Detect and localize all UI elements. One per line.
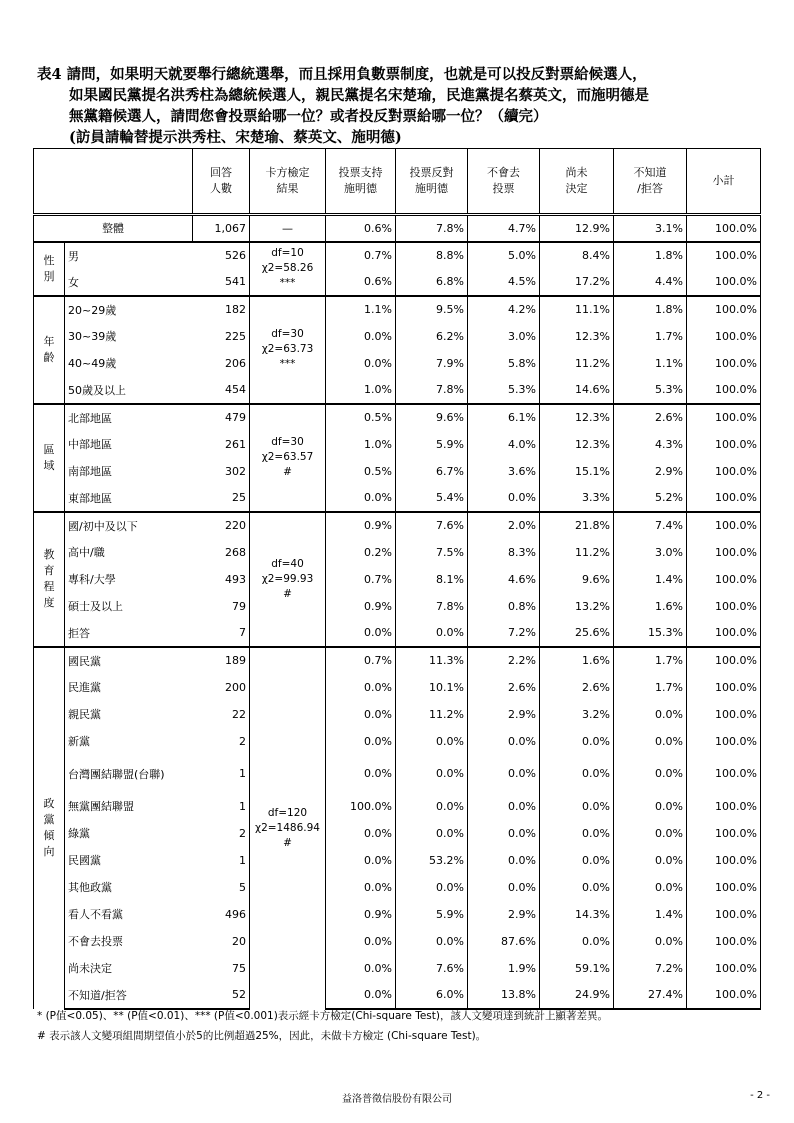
oppose-shi-cell: 0.0% <box>396 755 468 793</box>
undecided-cell: 3.3% <box>540 485 614 512</box>
oppose-shi-cell: 53.2% <box>396 847 468 874</box>
not-vote-cell: 2.0% <box>468 512 540 539</box>
chi-square-cell: df=10 χ2=58.26 *** <box>250 242 326 296</box>
table-row <box>34 269 761 296</box>
subtotal-cell: 100.0% <box>687 701 761 728</box>
header-cell: 不會去 投票 <box>468 149 540 215</box>
row-label: 國/初中及以下 <box>65 512 193 539</box>
subtotal-cell: 100.0% <box>687 874 761 901</box>
not-vote-cell: 0.8% <box>468 593 540 620</box>
count-cell: 2 <box>193 820 250 847</box>
undecided-cell: 12.3% <box>540 323 614 350</box>
support-shi-cell: 0.0% <box>326 928 396 955</box>
header-row <box>34 149 761 215</box>
dont-know-cell: 1.4% <box>614 901 687 928</box>
not-vote-cell: 2.9% <box>468 701 540 728</box>
support-shi-cell: 0.7% <box>326 566 396 593</box>
undecided-cell: 59.1% <box>540 955 614 982</box>
not-vote-cell: 0.0% <box>468 728 540 755</box>
title-line-1: 表4 請問，如果明天就要舉行總統選舉，而且採用負數票制度，也就是可以投反對票給候選人， <box>37 66 647 83</box>
undecided-cell: 14.3% <box>540 901 614 928</box>
count-cell: 206 <box>193 350 250 377</box>
group-label: 年 齡 <box>34 296 65 404</box>
dont-know-cell: 1.7% <box>614 323 687 350</box>
table-row <box>34 620 761 647</box>
not-vote-cell: 2.6% <box>468 674 540 701</box>
support-shi-cell: 0.0% <box>326 820 396 847</box>
row-label: 其他政黨 <box>68 881 112 894</box>
row-label: 不知道/拒答 <box>65 982 193 1009</box>
subtotal-cell: 100.0% <box>687 431 761 458</box>
not-vote-cell: 0.0% <box>468 820 540 847</box>
oppose-shi-cell: 0.0% <box>396 928 468 955</box>
not-vote-cell: 4.5% <box>468 269 540 296</box>
oppose-shi-cell: 5.4% <box>396 485 468 512</box>
row-label: 東部地區 <box>68 491 112 505</box>
table-row <box>34 593 761 620</box>
dont-know-cell: 0.0% <box>614 820 687 847</box>
table-row <box>34 901 761 928</box>
oppose-shi-cell: 7.6% <box>396 512 468 539</box>
count-cell: 22 <box>193 701 250 728</box>
chi-square-cell: df=30 χ2=63.57 # <box>250 404 326 512</box>
table-row-overall <box>34 215 761 242</box>
footnote-hash: # 表示該人文變項組間期望值小於5的比例超過25%，因此，未做卡方檢定 (Chi-square Test)。 <box>37 1030 487 1042</box>
count-cell: 79 <box>193 593 250 620</box>
undecided-cell: 17.2% <box>540 269 614 296</box>
footnote-significance: * (P值<0.05)、** (P值<0.01)、*** (P值<0.001)表示經卡方檢定(Chi-square Test)，該人文變項達到統計上顯著差異。 <box>37 1010 608 1022</box>
subtotal-cell: 100.0% <box>687 620 761 647</box>
row-label: 北部地區 <box>65 404 193 431</box>
count-cell: 1 <box>193 755 250 793</box>
not-vote-cell: 0.0% <box>468 485 540 512</box>
not-vote-cell: 8.3% <box>468 539 540 566</box>
dont-know-cell: 1.8% <box>614 296 687 323</box>
header-cell: 投票支持 施明德 <box>326 149 396 215</box>
undecided-cell: 0.0% <box>540 874 614 901</box>
undecided-cell: 12.9% <box>540 215 614 242</box>
oppose-shi-cell: 6.8% <box>396 269 468 296</box>
row-label: 高中/職 <box>68 546 105 559</box>
oppose-shi-cell: 6.2% <box>396 323 468 350</box>
group-label: 區 域 <box>34 404 65 512</box>
oppose-shi-cell: 0.0% <box>396 820 468 847</box>
chi-square-cell: df=40 χ2=99.93 # <box>250 512 326 647</box>
support-shi-cell: 0.9% <box>326 512 396 539</box>
undecided-cell: 13.2% <box>540 593 614 620</box>
not-vote-cell: 0.0% <box>468 847 540 874</box>
header-blank <box>34 149 193 215</box>
not-vote-cell: 1.9% <box>468 955 540 982</box>
oppose-shi-cell: 7.5% <box>396 539 468 566</box>
support-shi-cell: 0.0% <box>326 674 396 701</box>
undecided-cell: 0.0% <box>540 728 614 755</box>
dont-know-cell: 1.8% <box>614 242 687 269</box>
subtotal-cell: 100.0% <box>687 512 761 539</box>
subtotal-cell: 100.0% <box>687 728 761 755</box>
subtotal-cell: 100.0% <box>687 296 761 323</box>
dont-know-cell: 0.0% <box>614 874 687 901</box>
undecided-cell: 12.3% <box>540 404 614 431</box>
not-vote-cell: 4.7% <box>468 215 540 242</box>
support-shi-cell: 0.0% <box>326 701 396 728</box>
support-shi-cell: 1.1% <box>326 296 396 323</box>
title-line-2: 如果國民黨提名洪秀柱為總統候選人，親民黨提名宋楚瑜，民進黨提名蔡英文，而施明德是 <box>69 87 649 104</box>
subtotal-cell: 100.0% <box>687 674 761 701</box>
oppose-shi-cell: 6.7% <box>396 458 468 485</box>
row-label: 尚未決定 <box>68 962 112 975</box>
dont-know-cell: 5.2% <box>614 485 687 512</box>
table-row <box>34 350 761 377</box>
dont-know-cell: 0.0% <box>614 728 687 755</box>
undecided-cell: 9.6% <box>540 566 614 593</box>
undecided-cell: 3.2% <box>540 701 614 728</box>
count-cell: 7 <box>193 620 250 647</box>
table-row <box>34 458 761 485</box>
oppose-shi-cell: 7.9% <box>396 350 468 377</box>
count-cell: 261 <box>193 431 250 458</box>
table-row <box>34 982 761 1009</box>
undecided-cell: 11.2% <box>540 539 614 566</box>
count-cell: 25 <box>193 485 250 512</box>
table-row <box>34 674 761 701</box>
group-label: 教 育 程 度 <box>34 512 65 647</box>
dont-know-cell: 7.4% <box>614 512 687 539</box>
dont-know-cell: 2.9% <box>614 458 687 485</box>
count-cell: 493 <box>193 566 250 593</box>
subtotal-cell: 100.0% <box>687 820 761 847</box>
header-cell: 投票反對 施明德 <box>396 149 468 215</box>
support-shi-cell: 0.9% <box>326 901 396 928</box>
table-row <box>34 323 761 350</box>
support-shi-cell: 0.0% <box>326 874 396 901</box>
group-label: 政 黨 傾 向 <box>34 647 65 1009</box>
dont-know-cell: 27.4% <box>614 982 687 1009</box>
header-cell: 尚未 決定 <box>540 149 614 215</box>
row-label: 中部地區 <box>68 438 112 451</box>
page-number: - 2 - <box>750 1090 770 1101</box>
table-row <box>34 296 761 323</box>
support-shi-cell: 0.7% <box>326 242 396 269</box>
table-row <box>34 566 761 593</box>
oppose-shi-cell: 0.0% <box>396 620 468 647</box>
support-shi-cell: 1.0% <box>326 431 396 458</box>
table-row <box>34 955 761 982</box>
support-shi-cell: 0.0% <box>326 847 396 874</box>
not-vote-cell: 3.0% <box>468 323 540 350</box>
oppose-shi-cell: 0.0% <box>396 793 468 820</box>
subtotal-cell: 100.0% <box>687 955 761 982</box>
subtotal-cell: 100.0% <box>687 323 761 350</box>
subtotal-cell: 100.0% <box>687 566 761 593</box>
title-line-4: (訪員請輪替提示洪秀柱、宋楚瑜、蔡英文、施明德) <box>69 129 402 146</box>
subtotal-cell: 100.0% <box>687 242 761 269</box>
count-cell: 52 <box>193 982 250 1009</box>
support-shi-cell: 0.2% <box>326 539 396 566</box>
support-shi-cell: 0.6% <box>326 269 396 296</box>
dont-know-cell: 4.4% <box>614 269 687 296</box>
undecided-cell: 15.1% <box>540 458 614 485</box>
table-row <box>34 539 761 566</box>
oppose-shi-cell: 0.0% <box>396 874 468 901</box>
dont-know-cell: 2.6% <box>614 404 687 431</box>
dont-know-cell: 1.4% <box>614 566 687 593</box>
count-cell: 182 <box>193 296 250 323</box>
undecided-cell: 8.4% <box>540 242 614 269</box>
count-cell: 302 <box>193 458 250 485</box>
not-vote-cell: 2.9% <box>468 901 540 928</box>
footer-company: 益洛普徵信股份有限公司 <box>342 1094 452 1105</box>
oppose-shi-cell: 9.5% <box>396 296 468 323</box>
not-vote-cell: 6.1% <box>468 404 540 431</box>
row-label: 民進黨 <box>68 681 101 694</box>
subtotal-cell: 100.0% <box>687 793 761 820</box>
support-shi-cell: 0.0% <box>326 728 396 755</box>
support-shi-cell: 0.0% <box>326 955 396 982</box>
undecided-cell: 24.9% <box>540 982 614 1009</box>
count-cell: 225 <box>193 323 250 350</box>
count-cell: 526 <box>193 242 250 269</box>
undecided-cell: 21.8% <box>540 512 614 539</box>
not-vote-cell: 13.8% <box>468 982 540 1009</box>
table-row <box>34 404 761 431</box>
undecided-cell: 1.6% <box>540 647 614 674</box>
dont-know-cell: 15.3% <box>614 620 687 647</box>
subtotal-cell: 100.0% <box>687 982 761 1009</box>
not-vote-cell: 7.2% <box>468 620 540 647</box>
table-row <box>34 701 761 728</box>
subtotal-cell: 100.0% <box>687 350 761 377</box>
subtotal-cell: 100.0% <box>687 377 761 404</box>
oppose-shi-cell: 11.2% <box>396 701 468 728</box>
count-cell: 220 <box>193 512 250 539</box>
table-row <box>34 755 761 793</box>
not-vote-cell: 0.0% <box>468 874 540 901</box>
chi-square-cell: df=30 χ2=63.73 *** <box>250 296 326 404</box>
row-label: 40~49歲 <box>68 357 117 370</box>
support-shi-cell: 0.7% <box>326 647 396 674</box>
row-label: 南部地區 <box>68 465 112 478</box>
row-label: 台灣團結聯盟(台聯) <box>68 767 165 781</box>
header-cell: 不知道 /拒答 <box>614 149 687 215</box>
count-cell: 20 <box>193 928 250 955</box>
subtotal-cell: 100.0% <box>687 593 761 620</box>
row-label: 碩士及以上 <box>68 600 123 613</box>
row-label: 民國黨 <box>68 854 101 867</box>
dont-know-cell: 0.0% <box>614 793 687 820</box>
row-label: 國民黨 <box>65 647 193 674</box>
oppose-shi-cell: 9.6% <box>396 404 468 431</box>
footnotes <box>37 1006 608 1046</box>
not-vote-cell: 0.0% <box>468 755 540 793</box>
count-cell: 189 <box>193 647 250 674</box>
dont-know-cell: 5.3% <box>614 377 687 404</box>
not-vote-cell: 87.6% <box>468 928 540 955</box>
dont-know-cell: 1.6% <box>614 593 687 620</box>
table-row <box>34 377 761 404</box>
row-label: 50歲及以上 <box>68 383 126 397</box>
count-cell: 1 <box>193 847 250 874</box>
row-label: 無黨團結聯盟 <box>68 800 134 813</box>
count-cell: 1 <box>193 793 250 820</box>
header-cell: 小計 <box>687 149 761 215</box>
chi-square-cell: df=120 χ2=1486.94 # <box>250 647 326 1009</box>
support-shi-cell: 1.0% <box>326 377 396 404</box>
oppose-shi-cell: 7.8% <box>396 215 468 242</box>
count-cell: 479 <box>193 404 250 431</box>
count-cell: 541 <box>193 269 250 296</box>
dont-know-cell: 1.1% <box>614 350 687 377</box>
count-cell: 75 <box>193 955 250 982</box>
oppose-shi-cell: 7.8% <box>396 377 468 404</box>
support-shi-cell: 0.5% <box>326 458 396 485</box>
group-label: 性 別 <box>34 242 65 296</box>
subtotal-cell: 100.0% <box>687 901 761 928</box>
table-row <box>34 485 761 512</box>
table-row <box>34 728 761 755</box>
dont-know-cell: 0.0% <box>614 755 687 793</box>
row-label: 專科/大學 <box>68 573 116 586</box>
crosstab-table <box>33 148 761 1010</box>
subtotal-cell: 100.0% <box>687 928 761 955</box>
dont-know-cell: 0.0% <box>614 701 687 728</box>
header-cell: 回答 人數 <box>193 149 250 215</box>
oppose-shi-cell: 5.9% <box>396 901 468 928</box>
table-row <box>34 874 761 901</box>
undecided-cell: 14.6% <box>540 377 614 404</box>
oppose-shi-cell: 8.1% <box>396 566 468 593</box>
support-shi-cell: 0.0% <box>326 755 396 793</box>
undecided-cell: 0.0% <box>540 847 614 874</box>
undecided-cell: 25.6% <box>540 620 614 647</box>
table-row <box>34 928 761 955</box>
dont-know-cell: 0.0% <box>614 847 687 874</box>
chi-square-cell: — <box>250 215 326 242</box>
title-line-3: 無黨籍候選人，請問您會投票給哪一位？或者投反對票給哪一位？（續完） <box>69 108 548 125</box>
table-row <box>34 431 761 458</box>
oppose-shi-cell: 10.1% <box>396 674 468 701</box>
subtotal-cell: 100.0% <box>687 458 761 485</box>
table-row <box>34 242 761 269</box>
not-vote-cell: 0.0% <box>468 793 540 820</box>
header-cell: 卡方檢定 結果 <box>250 149 326 215</box>
undecided-cell: 0.0% <box>540 928 614 955</box>
count-cell: 496 <box>193 901 250 928</box>
not-vote-cell: 4.6% <box>468 566 540 593</box>
row-label: 看人不看黨 <box>68 908 123 921</box>
row-label: 新黨 <box>68 735 90 748</box>
count-cell: 5 <box>193 874 250 901</box>
row-label: 30~39歲 <box>68 330 117 343</box>
table-row <box>34 820 761 847</box>
dont-know-cell: 0.0% <box>614 928 687 955</box>
support-shi-cell: 0.0% <box>326 350 396 377</box>
overall-label: 整體 <box>34 215 193 242</box>
support-shi-cell: 0.5% <box>326 404 396 431</box>
count-cell: 1,067 <box>193 215 250 242</box>
subtotal-cell: 100.0% <box>687 539 761 566</box>
subtotal-cell: 100.0% <box>687 485 761 512</box>
not-vote-cell: 2.2% <box>468 647 540 674</box>
not-vote-cell: 5.3% <box>468 377 540 404</box>
count-cell: 268 <box>193 539 250 566</box>
support-shi-cell: 0.0% <box>326 485 396 512</box>
support-shi-cell: 0.0% <box>326 620 396 647</box>
undecided-cell: 11.1% <box>540 296 614 323</box>
oppose-shi-cell: 6.0% <box>396 982 468 1009</box>
not-vote-cell: 4.2% <box>468 296 540 323</box>
count-cell: 454 <box>193 377 250 404</box>
row-label: 拒答 <box>68 626 90 640</box>
dont-know-cell: 3.1% <box>614 215 687 242</box>
row-label: 20~29歲 <box>65 296 193 323</box>
not-vote-cell: 5.0% <box>468 242 540 269</box>
not-vote-cell: 5.8% <box>468 350 540 377</box>
table-row <box>34 512 761 539</box>
row-label: 男 <box>65 242 193 269</box>
row-label: 女 <box>68 275 79 289</box>
row-label: 不會去投票 <box>68 935 123 948</box>
oppose-shi-cell: 11.3% <box>396 647 468 674</box>
undecided-cell: 0.0% <box>540 793 614 820</box>
support-shi-cell: 0.0% <box>326 982 396 1009</box>
support-shi-cell: 0.0% <box>326 323 396 350</box>
count-cell: 200 <box>193 674 250 701</box>
oppose-shi-cell: 8.8% <box>396 242 468 269</box>
dont-know-cell: 4.3% <box>614 431 687 458</box>
undecided-cell: 2.6% <box>540 674 614 701</box>
oppose-shi-cell: 5.9% <box>396 431 468 458</box>
table-row <box>34 793 761 820</box>
subtotal-cell: 100.0% <box>687 215 761 242</box>
support-shi-cell: 0.6% <box>326 215 396 242</box>
count-cell: 2 <box>193 728 250 755</box>
row-label: 綠黨 <box>68 827 90 840</box>
not-vote-cell: 3.6% <box>468 458 540 485</box>
subtotal-cell: 100.0% <box>687 847 761 874</box>
support-shi-cell: 0.9% <box>326 593 396 620</box>
subtotal-cell: 100.0% <box>687 647 761 674</box>
dont-know-cell: 3.0% <box>614 539 687 566</box>
oppose-shi-cell: 7.6% <box>396 955 468 982</box>
undecided-cell: 0.0% <box>540 820 614 847</box>
subtotal-cell: 100.0% <box>687 269 761 296</box>
subtotal-cell: 100.0% <box>687 755 761 793</box>
support-shi-cell: 100.0% <box>326 793 396 820</box>
dont-know-cell: 1.7% <box>614 647 687 674</box>
table-row <box>34 647 761 674</box>
subtotal-cell: 100.0% <box>687 404 761 431</box>
table-title <box>37 64 777 148</box>
oppose-shi-cell: 7.8% <box>396 593 468 620</box>
not-vote-cell: 4.0% <box>468 431 540 458</box>
undecided-cell: 0.0% <box>540 755 614 793</box>
undecided-cell: 12.3% <box>540 431 614 458</box>
oppose-shi-cell: 0.0% <box>396 728 468 755</box>
undecided-cell: 11.2% <box>540 350 614 377</box>
row-label: 親民黨 <box>68 708 101 721</box>
dont-know-cell: 1.7% <box>614 674 687 701</box>
dont-know-cell: 7.2% <box>614 955 687 982</box>
table-row <box>34 847 761 874</box>
